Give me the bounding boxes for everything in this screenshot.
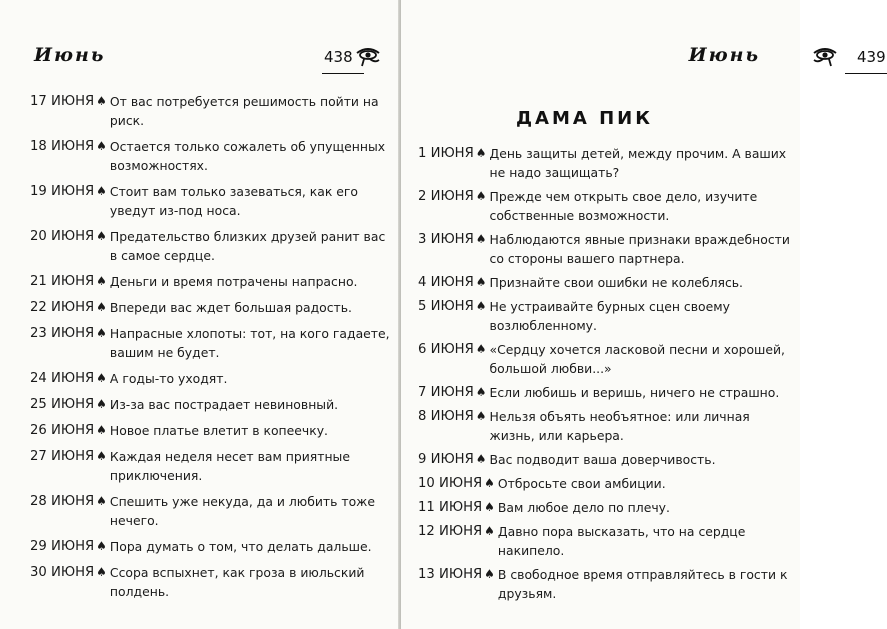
- entry-text: Новое платье влетит в копеечку.: [109, 423, 328, 438]
- entry-date: 29 ИЮНЯ: [30, 539, 95, 554]
- entry-date: 21 ИЮНЯ: [30, 274, 95, 289]
- entry-text: Вам любое дело по плечу.: [497, 500, 670, 515]
- spade-icon: ♠: [484, 567, 495, 581]
- entry-text: Спешить уже некуда, да и любить тоже нечего.: [109, 494, 375, 528]
- horoscope-entry: [418, 522, 796, 560]
- horoscope-entry: [418, 187, 796, 225]
- entry-text: Наблюдаются явные признаки враждебности со стороны вашего партнера.: [489, 232, 790, 266]
- entry-text: Отбросьте свои амбиции.: [497, 476, 666, 491]
- horoscope-entry: [30, 324, 395, 362]
- horoscope-entry: [30, 563, 395, 601]
- entry-date: 20 ИЮНЯ: [30, 229, 95, 244]
- entry-date: 28 ИЮНЯ: [30, 494, 95, 509]
- spade-icon: ♠: [484, 524, 495, 538]
- entry-date: 26 ИЮНЯ: [30, 423, 95, 438]
- spade-icon: ♠: [475, 385, 487, 399]
- spade-icon: ♠: [96, 94, 107, 108]
- horoscope-entry: [418, 450, 796, 469]
- entry-text: От вас потребуется решимость пойти на риск.: [109, 94, 379, 128]
- horoscope-entry: [30, 92, 395, 130]
- spade-icon: ♠: [475, 452, 487, 466]
- entry-text: Пора думать о том, что делать дальше.: [109, 539, 372, 554]
- entry-date: 24 ИЮНЯ: [30, 371, 95, 386]
- horoscope-entry: [30, 298, 395, 317]
- entry-text: А годы-то уходят.: [109, 371, 228, 386]
- entry-text: Если любишь и веришь, ничего не страшно.: [489, 385, 780, 400]
- entry-text: В свободное время отправляйтесь в гости к друзьям.: [497, 567, 788, 601]
- page-number: 438: [324, 48, 353, 66]
- horoscope-entry: [30, 227, 395, 265]
- entry-date: 2 ИЮНЯ: [418, 189, 474, 204]
- spade-icon: ♠: [484, 476, 495, 490]
- horoscope-entry: [30, 272, 395, 291]
- spade-icon: ♠: [96, 449, 107, 463]
- horoscope-entry: [418, 230, 796, 268]
- entry-text: Предательство близких друзей ранит вас в самое сердце.: [109, 229, 386, 263]
- spade-icon: ♠: [96, 423, 107, 437]
- entry-text: Нельзя объять необъятное: или личная жизнь, или карьера.: [489, 409, 750, 443]
- entry-date: 27 ИЮНЯ: [30, 449, 95, 464]
- eye-of-horus-icon: [355, 45, 381, 67]
- entry-date: 10 ИЮНЯ: [418, 476, 483, 491]
- horoscope-entry: [30, 395, 395, 414]
- horoscope-entry: [418, 565, 796, 603]
- horoscope-entry: [30, 137, 395, 175]
- entry-text: Ссора вспыхнет, как гроза в июльский полдень.: [109, 565, 365, 599]
- spade-icon: ♠: [96, 565, 107, 579]
- entry-date: 9 ИЮНЯ: [418, 452, 474, 467]
- entry-date: 3 ИЮНЯ: [418, 232, 474, 247]
- entry-date: 1 ИЮНЯ: [418, 146, 474, 161]
- horoscope-entry: [418, 383, 796, 402]
- entry-date: 22 ИЮНЯ: [30, 300, 95, 315]
- spade-icon: ♠: [475, 232, 487, 246]
- entry-date: 30 ИЮНЯ: [30, 565, 95, 580]
- spade-icon: ♠: [96, 229, 107, 243]
- section-title: ДАМА ПИК: [516, 108, 653, 129]
- entry-date: 7 ИЮНЯ: [418, 385, 474, 400]
- entry-text: Напрасные хлопоты: тот, на кого гадаете, вашим не будет.: [109, 326, 390, 360]
- spade-icon: ♠: [475, 299, 487, 313]
- spade-icon: ♠: [96, 139, 107, 153]
- spade-icon: ♠: [475, 342, 487, 356]
- horoscope-entry: [418, 144, 796, 182]
- horoscope-entry: [30, 182, 395, 220]
- horoscope-entry: [30, 537, 395, 556]
- entry-date: 18 ИЮНЯ: [30, 139, 95, 154]
- spade-icon: ♠: [475, 275, 487, 289]
- entry-text: Вас подводит ваша доверчивость.: [489, 452, 716, 467]
- horoscope-entry: [418, 297, 796, 335]
- spade-icon: ♠: [96, 274, 107, 288]
- entry-date: 5 ИЮНЯ: [418, 299, 474, 314]
- horoscope-entry: [30, 492, 395, 530]
- entry-date: 17 ИЮНЯ: [30, 94, 95, 109]
- entry-text: Впереди вас ждет большая радость.: [109, 300, 352, 315]
- right-entries-list: [418, 144, 796, 608]
- entry-date: 6 ИЮНЯ: [418, 342, 474, 357]
- entry-date: 23 ИЮНЯ: [30, 326, 95, 341]
- running-head-month: Июнь: [34, 44, 106, 66]
- entry-text: Не устраивайте бурных сцен своему возлюбленному.: [489, 299, 730, 333]
- entry-date: 13 ИЮНЯ: [418, 567, 483, 582]
- page-number: 439: [857, 48, 886, 66]
- entry-text: Каждая неделя несет вам приятные приключения.: [109, 449, 350, 483]
- running-head-month: Июнь: [688, 44, 760, 66]
- horoscope-entry: [418, 340, 796, 378]
- left-page: [0, 0, 399, 629]
- spade-icon: ♠: [96, 371, 107, 385]
- entry-text: Стоит вам только зазеваться, как его уведут из-под носа.: [109, 184, 358, 218]
- spade-icon: ♠: [96, 184, 107, 198]
- spade-icon: ♠: [96, 397, 107, 411]
- spade-icon: ♠: [484, 500, 495, 514]
- spade-icon: ♠: [96, 326, 107, 340]
- spade-icon: ♠: [475, 189, 487, 203]
- eye-of-horus-icon: [812, 45, 838, 67]
- entry-text: «Сердцу хочется ласковой песни и хорошей, большой любви...»: [489, 342, 786, 376]
- page-number-rule: [322, 73, 364, 74]
- entry-text: Остается только сожалеть об упущенных возможностях.: [109, 139, 386, 173]
- spade-icon: ♠: [475, 146, 487, 160]
- entry-text: Давно пора высказать, что на сердце накипело.: [497, 524, 746, 558]
- entry-text: Прежде чем открыть свое дело, изучите собственные возможности.: [489, 189, 758, 223]
- spade-icon: ♠: [96, 300, 107, 314]
- horoscope-entry: [418, 474, 796, 493]
- entry-text: Признайте свои ошибки не колеблясь.: [489, 275, 743, 290]
- horoscope-entry: [418, 273, 796, 292]
- entry-date: 4 ИЮНЯ: [418, 275, 474, 290]
- entry-text: День защиты детей, между прочим. А ваших не надо защищать?: [489, 146, 787, 180]
- entry-text: Деньги и время потрачены напрасно.: [109, 274, 358, 289]
- horoscope-entry: [418, 407, 796, 445]
- entry-date: 8 ИЮНЯ: [418, 409, 474, 424]
- horoscope-entry: [30, 447, 395, 485]
- horoscope-entry: [30, 421, 395, 440]
- spade-icon: ♠: [96, 539, 107, 553]
- entry-date: 11 ИЮНЯ: [418, 500, 483, 515]
- left-entries-list: [30, 92, 395, 608]
- entry-date: 25 ИЮНЯ: [30, 397, 95, 412]
- entry-text: Из-за вас пострадает невиновный.: [109, 397, 339, 412]
- horoscope-entry: [418, 498, 796, 517]
- entry-date: 19 ИЮНЯ: [30, 184, 95, 199]
- spade-icon: ♠: [96, 494, 107, 508]
- horoscope-entry: [30, 369, 395, 388]
- entry-date: 12 ИЮНЯ: [418, 524, 483, 539]
- spade-icon: ♠: [475, 409, 487, 423]
- page-number-rule: [845, 73, 887, 74]
